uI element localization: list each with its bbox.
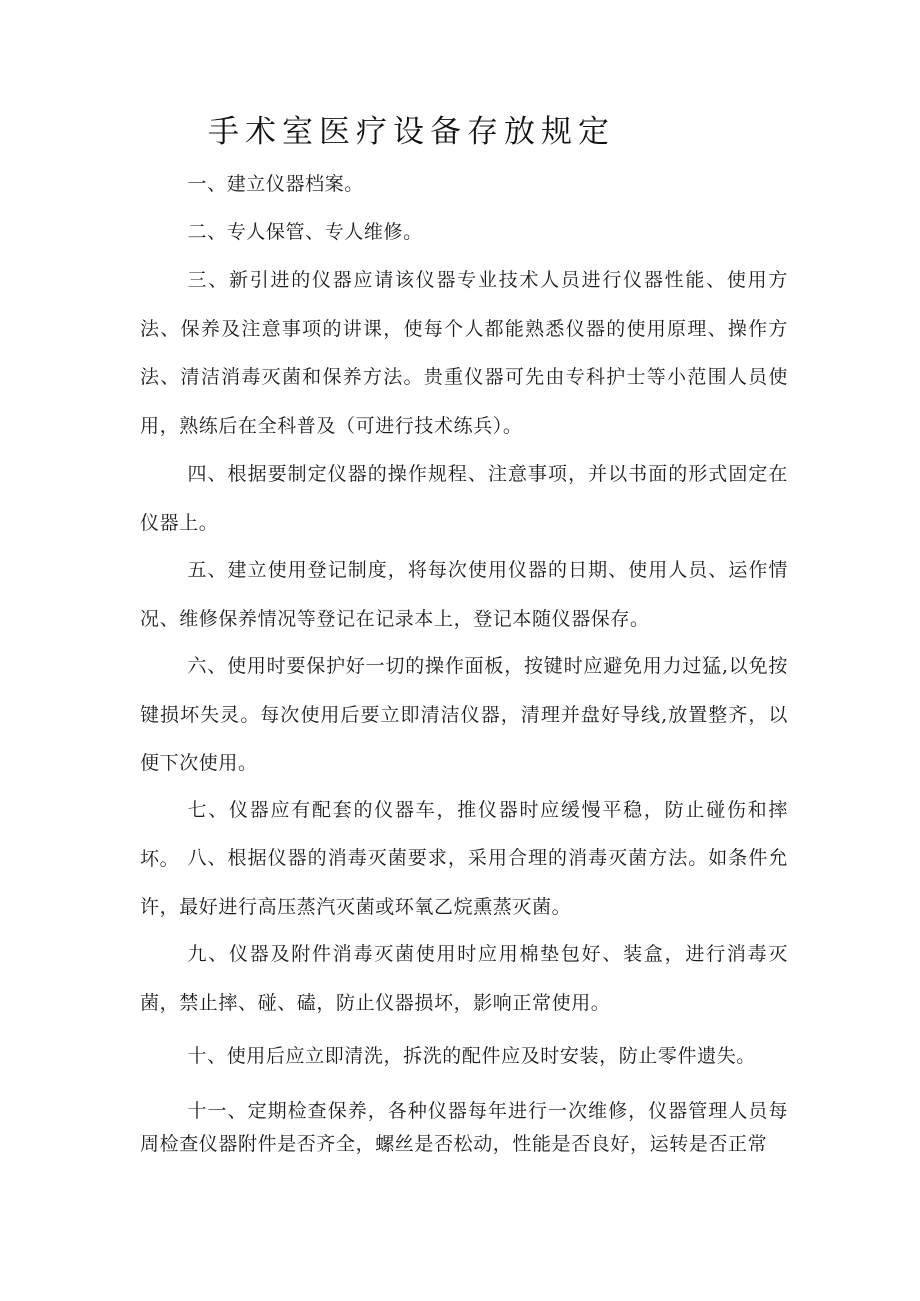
paragraph-1: 一、建立仪器档案。 [187, 173, 364, 195]
paragraph-3: 三、新引进的仪器应请该仪器专业技术人员进行仪器性能、使用方法、保养及注意事项的讲课，使每个人都能熟悉仪器的使用原理、操作方法、清洁消毒灭菌和保养方法。贵重仪器可先由专科护士等小范围人员使用，熟练后在全科普及（可进行技术练兵）。 [140, 269, 788, 437]
paragraph-8: 八、根据仪器的消毒灭菌要求，采用合理的消毒灭菌方法。如条件允许，最好进行高压蒸汽灭菌或环氧乙烷熏蒸灭菌。 [140, 847, 788, 918]
paragraph-11: 十一、定期检查保养，各种仪器每年进行一次维修，仪器管理人员每周检查仪器附件是否齐全，螺丝是否松动，性能是否良好，运转是否正常 [140, 1100, 788, 1155]
paragraph-5: 五、建立使用登记制度，将每次使用仪器的日期、使用人员、运作情况、维修保养情况等登记在记录本上，登记本随仪器保存。 [140, 559, 788, 630]
paragraph-10: 十、使用后应立即清洗，拆洗的配件应及时安装，防止零件遗失。 [187, 1045, 756, 1067]
paragraph-4: 四、根据要制定仪器的操作规程、注意事项，并以书面的形式固定在仪器上。 [140, 463, 788, 534]
paragraph-2: 二、专人保管、专人维修。 [187, 221, 423, 243]
document-title: 手术室医疗设备存放规定 [208, 114, 615, 150]
paragraph-6: 六、使用时要保护好一切的操作面板，按键时应避免用力过猛,以免按键损坏失灵。每次使用后要立即清洁仪器，清理并盘好导线,放置整齐，以便下次使用。 [140, 655, 788, 774]
paragraph-7: 七、仪器应有配套的仪器车，推仪器时应缓慢平稳，防止碰伤和摔坏。 [140, 799, 788, 870]
paragraph-9: 九、仪器及附件消毒灭菌使用时应用棉垫包好、装盒，进行消毒灭菌，禁止摔、碰、磕，防止仪器损坏，影响正常使用。 [140, 943, 788, 1014]
